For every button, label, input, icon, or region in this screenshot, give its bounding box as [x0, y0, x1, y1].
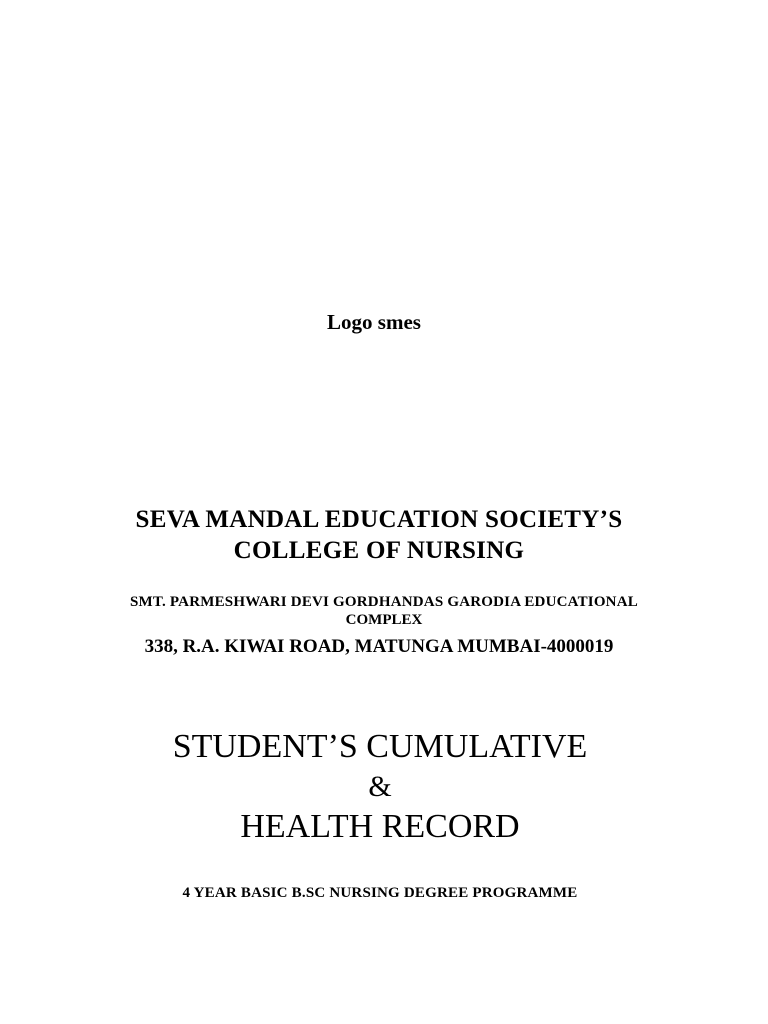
complex-name-line2: COMPLEX — [345, 612, 423, 628]
document-title-ampersand: & — [368, 770, 392, 803]
document-title-line3: HEALTH RECORD — [240, 808, 520, 845]
complex-name-line1: SMT. PARMESHWARI DEVI GORDHANDAS GARODIA EDUCATIONAL — [130, 594, 638, 610]
society-name: SEVA MANDAL EDUCATION SOCIETY’S — [135, 506, 623, 533]
college-address: 338, R.A. KIWAI ROAD, MATUNGA MUMBAI-4000019 — [144, 636, 614, 657]
logo-placeholder-text: Logo smes — [327, 310, 421, 334]
document-title-line1: STUDENT’S CUMULATIVE — [172, 728, 588, 765]
college-name: COLLEGE OF NURSING — [233, 537, 525, 564]
programme-name: 4 YEAR BASIC B.SC NURSING DEGREE PROGRAMME — [182, 885, 578, 901]
